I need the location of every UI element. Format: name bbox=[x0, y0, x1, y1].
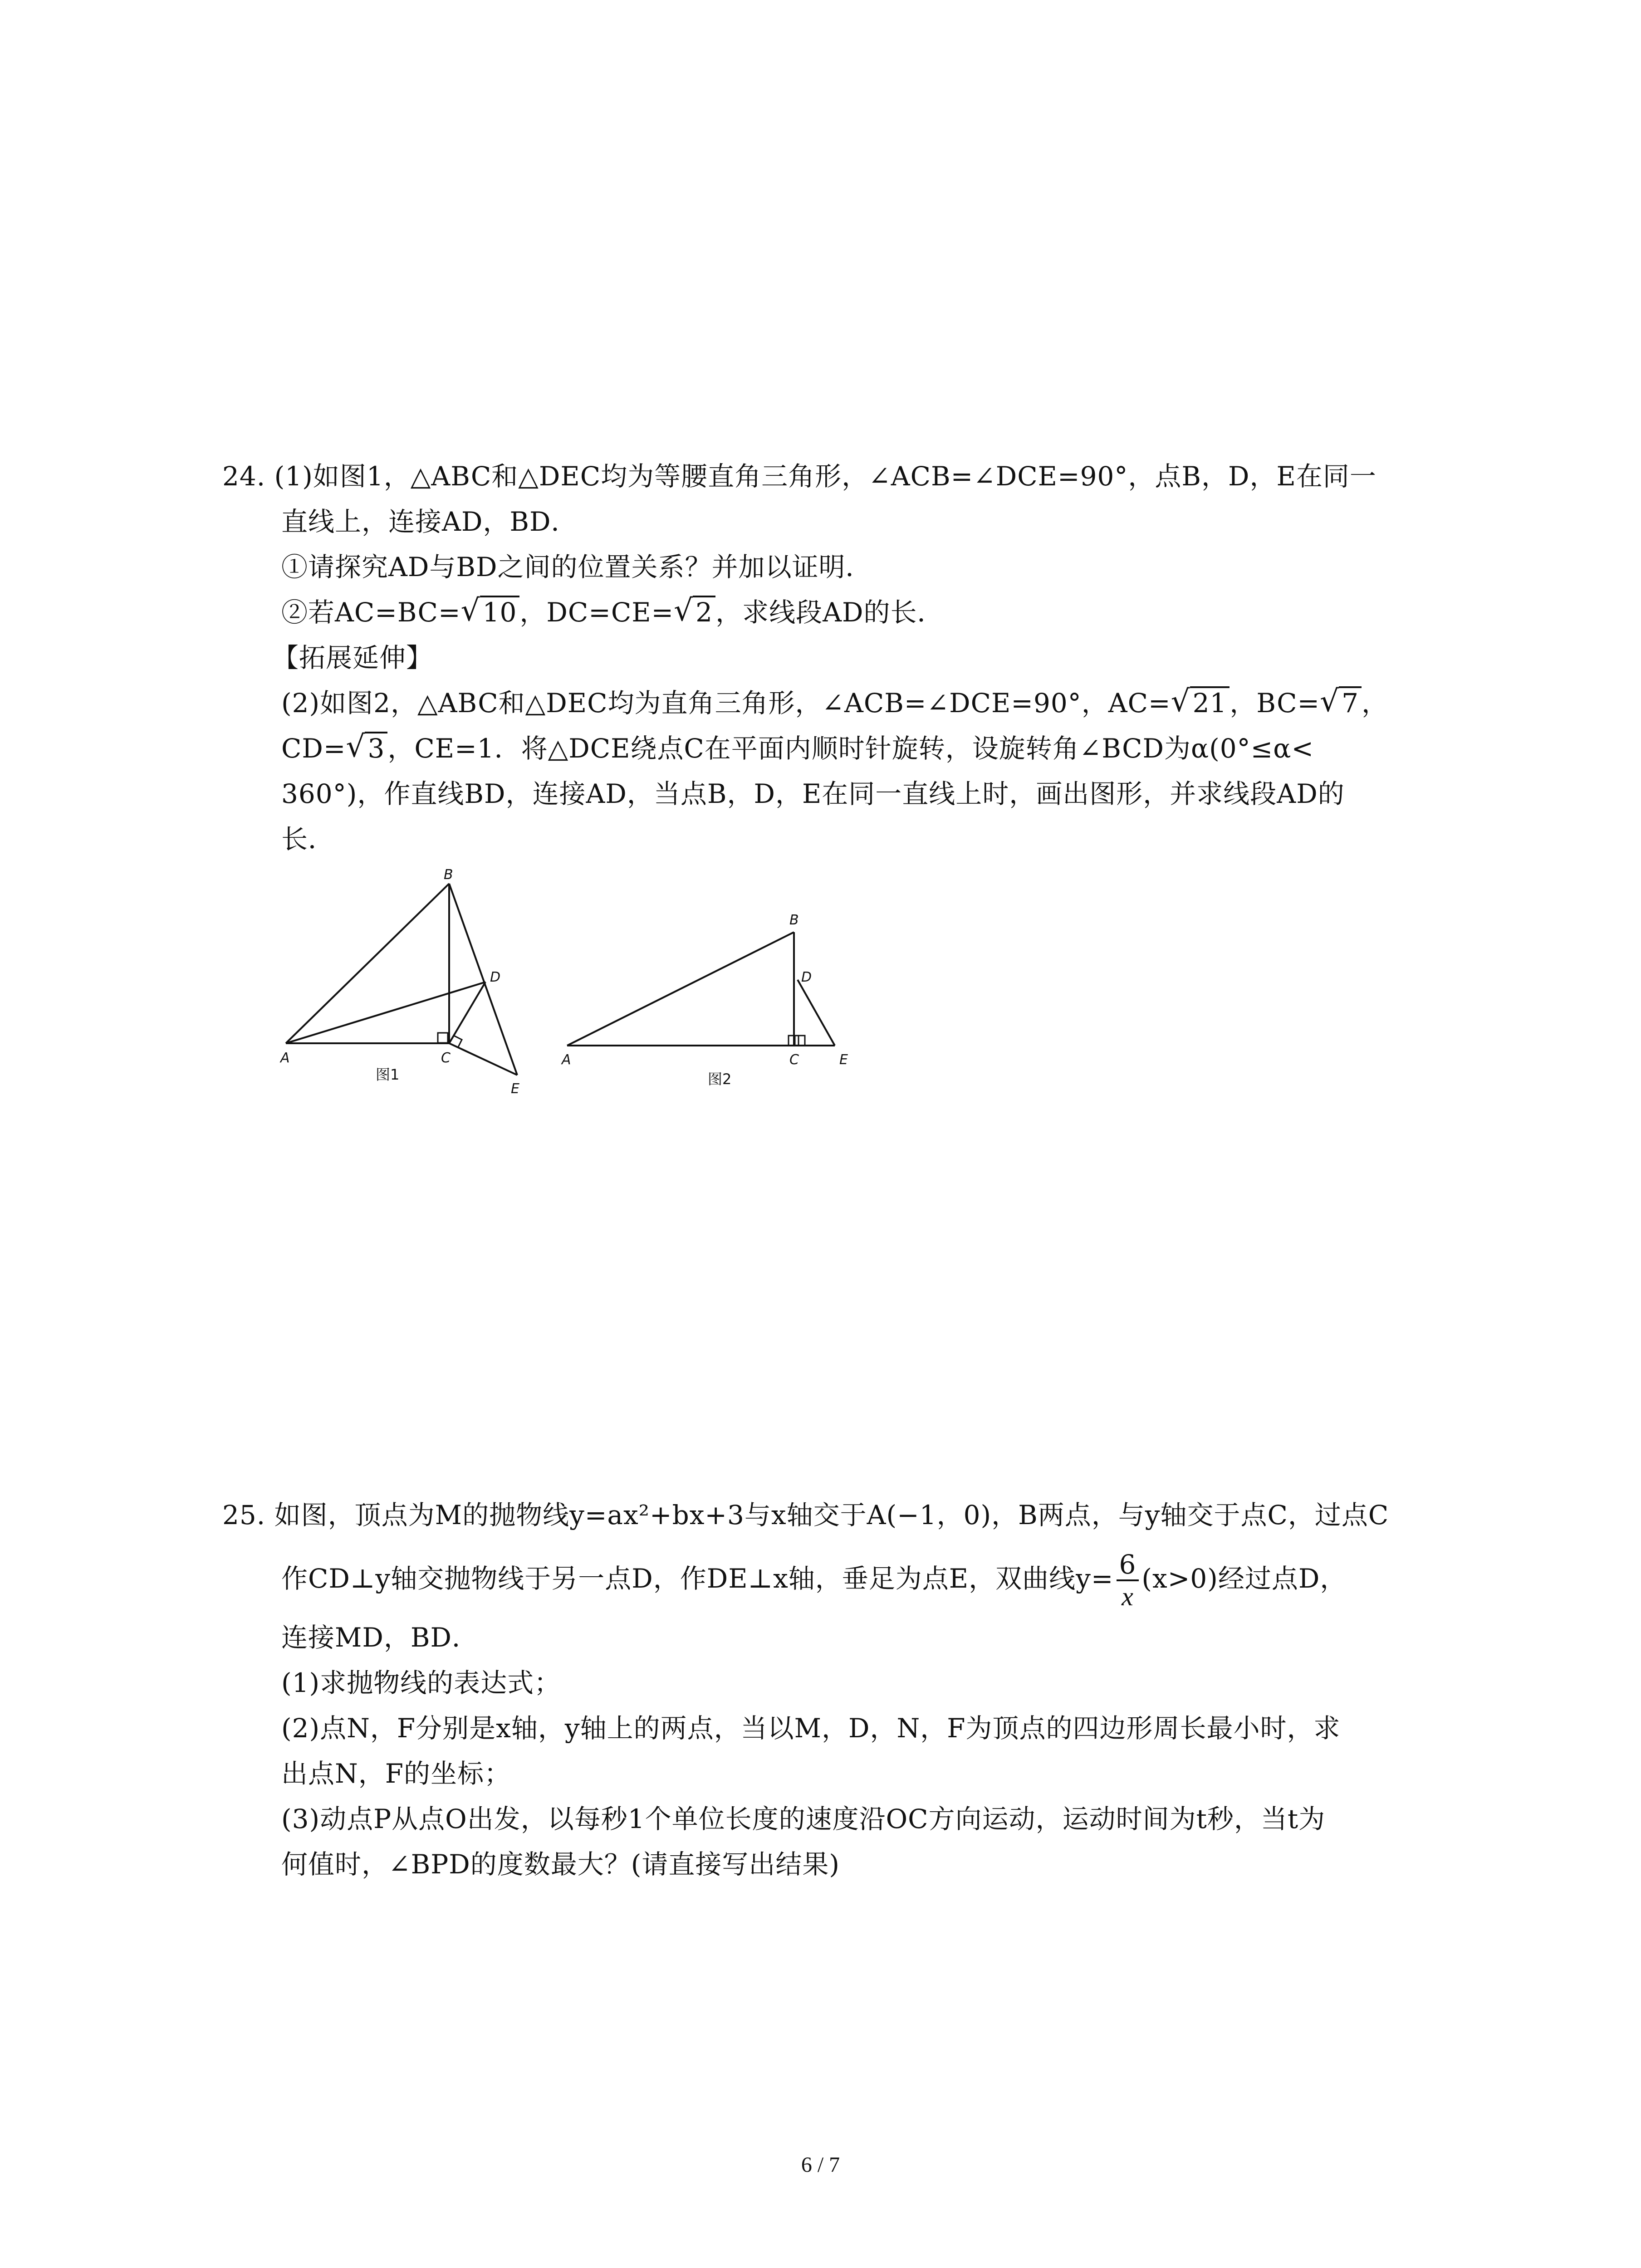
q25-line2-a: 作CD⊥y轴交抛物线于另一点D，作DE⊥x轴，垂足为点E，双曲线y= bbox=[281, 1563, 1114, 1594]
fig1-label-a: A bbox=[280, 1050, 290, 1066]
q25-line3: 连接MD，BD． bbox=[281, 1622, 479, 1653]
q24-line4-c: ，求线段AD的长． bbox=[715, 597, 944, 628]
q24-line1: 24. (1)如图1，△ABC和△DEC均为等腰直角三角形，∠ACB=∠DCE=90°，点B，D，E在同一 bbox=[222, 461, 1376, 492]
sqrt-3: √ 3 bbox=[346, 730, 387, 767]
q24-line2: 直线上，连接AD，BD． bbox=[281, 506, 578, 537]
sqrt-21: √ 21 bbox=[1171, 685, 1230, 721]
q25-part1: (1)求抛物线的表达式； bbox=[281, 1667, 561, 1698]
q25-line1: 25. 如图，顶点为M的抛物线y=ax²+bx+3与x轴交于A(−1，0)，B两点，与y轴交于点C，过点C bbox=[222, 1500, 1389, 1530]
fig1-label-e: E bbox=[511, 1081, 519, 1097]
q24-line4-a: ②若AC=BC= bbox=[281, 597, 461, 628]
q24-line6-a: (2)如图2，△ABC和△DEC均为直角三角形，∠ACB=∠DCE=90°，AC= bbox=[281, 688, 1171, 719]
q24-line9: 长． bbox=[281, 824, 335, 855]
fig2-label-c: C bbox=[789, 1052, 799, 1068]
fig2-right-angle-dce bbox=[795, 1036, 805, 1046]
q24-line3: ①请探究AD与BD之间的位置关系？并加以证明． bbox=[281, 552, 872, 582]
q24-line7-a: CD= bbox=[281, 733, 346, 764]
fig1-right-angle-c bbox=[438, 1033, 448, 1043]
fig2-label-b: B bbox=[789, 912, 799, 928]
q25-line2 bbox=[281, 1547, 1347, 1612]
q24-line7 bbox=[281, 730, 1314, 767]
q25-line2-b: (x>0)经过点D， bbox=[1141, 1563, 1347, 1594]
fig1-label-d: D bbox=[490, 969, 501, 985]
q25-part3-line2: 何值时，∠BPD的度数最大？(请直接写出结果) bbox=[281, 1849, 840, 1880]
q24-line6-c: ， bbox=[1362, 688, 1389, 719]
fig2-label-d: D bbox=[801, 969, 812, 985]
q24-extension-heading: 【拓展延伸】 bbox=[272, 642, 433, 673]
fig1-segment-ab bbox=[286, 884, 449, 1043]
q24-line4 bbox=[281, 594, 944, 631]
sqrt-7: √ 7 bbox=[1320, 685, 1362, 721]
figure-2 bbox=[554, 898, 880, 1107]
fig2-caption: 图2 bbox=[708, 1070, 732, 1088]
q24-line8: 360°)，作直线BD，连接AD，当点B，D，E在同一直线上时，画出图形，并求线段AD的 bbox=[281, 778, 1345, 809]
fig2-segment-ab bbox=[567, 932, 794, 1046]
sqrt-10: √ 10 bbox=[461, 594, 520, 631]
fig1-segment-be bbox=[449, 884, 517, 1075]
q24-line6 bbox=[281, 685, 1388, 721]
fraction-numerator: 6 bbox=[1117, 1549, 1139, 1581]
fig1-caption: 图1 bbox=[376, 1066, 400, 1083]
sqrt-2: √ 2 bbox=[674, 594, 715, 631]
fraction-denominator: x bbox=[1122, 1582, 1134, 1612]
figure-1 bbox=[272, 853, 544, 1107]
q25-part2-line2: 出点N，F的坐标； bbox=[281, 1758, 511, 1789]
q24-line6-b: ，BC= bbox=[1230, 688, 1320, 719]
q25-part2-line1: (2)点N，F分别是x轴，y轴上的两点，当以M，D，N，F为顶点的四边形周长最小时，求 bbox=[281, 1713, 1341, 1744]
hyperbola-fraction bbox=[1117, 1549, 1139, 1612]
fig1-label-c: C bbox=[441, 1050, 451, 1066]
fig1-label-b: B bbox=[444, 867, 453, 883]
q24-line4-b: ，DC=CE= bbox=[519, 597, 674, 628]
fig2-label-a: A bbox=[562, 1052, 571, 1068]
q24-line7-b: ，CE=1．将△DCE绕点C在平面内顺时针旋转，设旋转角∠BCD为α(0°≤α< bbox=[387, 733, 1314, 764]
page-number: 6 / 7 bbox=[801, 2153, 840, 2177]
q25-part3-line1: (3)动点P从点O出发，以每秒1个单位长度的速度沿OC方向运动，运动时间为t秒，当t为 bbox=[281, 1804, 1326, 1834]
fig2-label-e: E bbox=[839, 1052, 848, 1068]
